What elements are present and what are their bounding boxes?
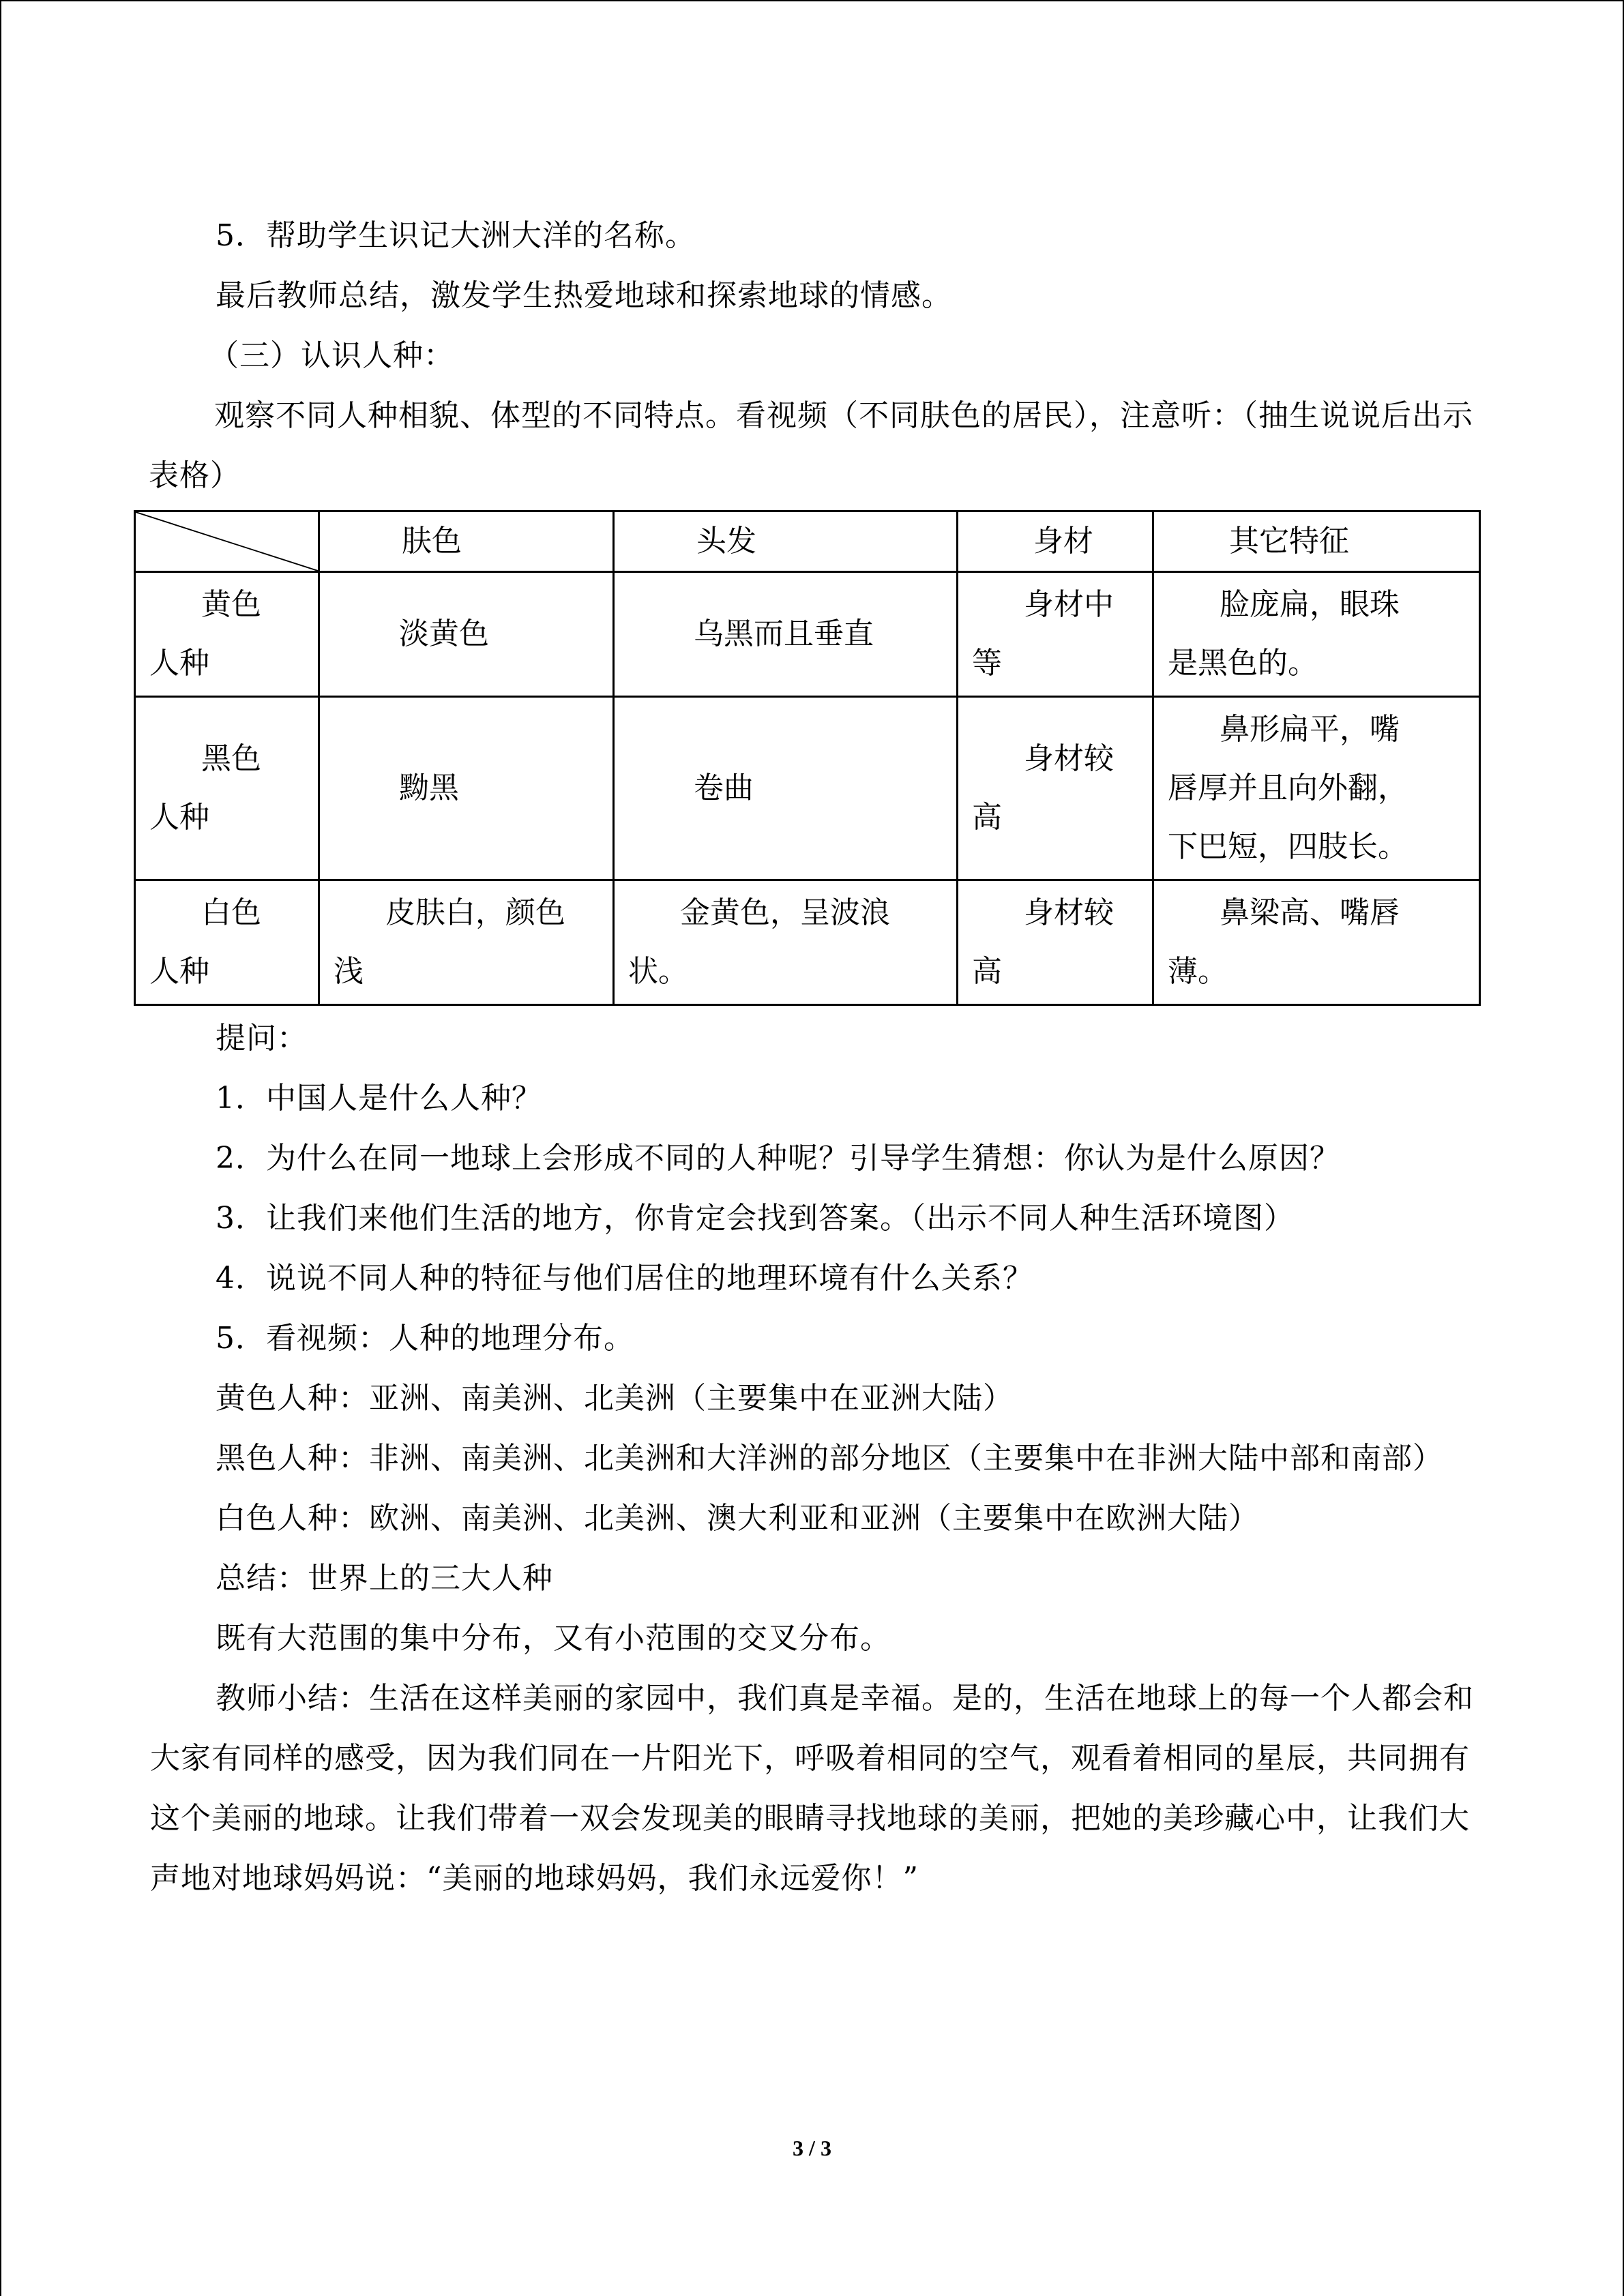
observe-paragraph: 观察不同人种相貌、体型的不同特点。看视频（不同肤色的居民），注意听：（抽生说说后出示表格） — [149, 398, 1473, 493]
hair-line-1: 金黄色，呈波浪 — [680, 895, 890, 930]
document-body — [150, 206, 1483, 1909]
diagonal-line — [136, 512, 318, 571]
table-header-row — [135, 511, 1480, 572]
race-line-1: 黑色 — [201, 741, 261, 776]
teacher-summary: 教师小结：生活在这样美丽的家园中，我们真是幸福。是的，生活在地球上的每一个人都会和大家有同样的感受，因为我们同在一片阳光下，呼吸着相同的空气，观看着相同的星辰，共同拥有这个美丽的地球。让我们带着一双会发现美的眼睛寻找地球的美丽，把她的美珍藏心中，让我们大声地对地球妈妈说：“美丽的地球妈妈，我们永远爱你！” — [150, 1681, 1474, 1896]
questions-label: 提问： — [216, 1021, 308, 1056]
header-skin: 肤色 — [319, 511, 614, 572]
hair-cell — [614, 880, 958, 1005]
header-build: 身材 — [958, 511, 1153, 572]
build-line-1: 身材较 — [1024, 895, 1114, 930]
skin-line-1: 皮肤白，颜色 — [385, 895, 565, 930]
other-line-2: 是黑色的。 — [1168, 646, 1318, 681]
table-row — [135, 880, 1480, 1005]
other-line-1: 脸庞扁，眼珠 — [1220, 587, 1400, 622]
other-line-2: 唇厚并且向外翻， — [1168, 771, 1408, 805]
intro-line-2: 最后教师总结，激发学生热爱地球和探索地球的情感。 — [216, 278, 952, 313]
other-cell — [1153, 880, 1480, 1005]
build-line-2: 等 — [972, 646, 1002, 681]
header-other: 其它特征 — [1153, 511, 1480, 572]
table-row — [135, 697, 1480, 880]
table-row — [135, 572, 1480, 697]
race-cell — [135, 572, 319, 697]
race-line-1: 白色 — [201, 895, 261, 930]
other-line-2: 薄。 — [1168, 954, 1228, 989]
build-cell — [958, 697, 1153, 880]
question-1: 1．中国人是什么人种？ — [216, 1081, 542, 1116]
other-line-1: 鼻形扁平，嘴 — [1220, 712, 1400, 747]
hair-cell: 乌黑而且垂直 — [614, 572, 958, 697]
section-heading: （三）认识人种： — [209, 338, 454, 373]
build-cell — [958, 880, 1153, 1005]
question-5: 5．看视频：人种的地理分布。 — [216, 1321, 634, 1356]
hair-cell: 卷曲 — [614, 697, 958, 880]
header-hair: 头发 — [614, 511, 958, 572]
other-cell — [1153, 697, 1480, 880]
build-line-2: 高 — [972, 954, 1002, 989]
race-line-2: 人种 — [149, 800, 209, 835]
build-line-1: 身材较 — [1024, 741, 1114, 776]
other-line-1: 鼻梁高、嘴唇 — [1220, 895, 1400, 930]
question-2: 2．为什么在同一地球上会形成不同的人种呢？引导学生猜想：你认为是什么原因？ — [216, 1141, 1340, 1176]
question-4: 4．说说不同人种的特征与他们居住的地理环境有什么关系？ — [216, 1261, 1033, 1296]
race-table — [134, 510, 1481, 1006]
skin-cell: 淡黄色 — [319, 572, 614, 697]
build-line-1: 身材中 — [1024, 587, 1114, 622]
race-cell — [135, 697, 319, 880]
hair-line-2: 状。 — [628, 954, 688, 989]
distribution-black: 黑色人种：非洲、南美洲、北美洲和大洋洲的部分地区（主要集中在非洲大陆中部和南部） — [216, 1441, 1443, 1476]
diagonal-corner-cell — [135, 511, 319, 572]
race-line-2: 人种 — [149, 646, 209, 681]
other-line-3: 下巴短，四肢长。 — [1168, 829, 1408, 864]
summary-detail: 既有大范围的集中分布，又有小范围的交叉分布。 — [216, 1621, 891, 1656]
race-cell — [135, 880, 319, 1005]
skin-cell: 黝黑 — [319, 697, 614, 880]
race-line-2: 人种 — [149, 954, 209, 989]
distribution-yellow: 黄色人种：亚洲、南美洲、北美洲（主要集中在亚洲大陆） — [216, 1381, 1014, 1416]
page-number: 3 / 3 — [793, 2136, 831, 2160]
question-3: 3．让我们来他们生活的地方，你肯定会找到答案。（出示不同人种生活环境图） — [216, 1201, 1295, 1236]
build-cell — [958, 572, 1153, 697]
summary-title: 总结：世界上的三大人种 — [216, 1561, 553, 1596]
intro-line-1: 5．帮助学生识记大洲大洋的名称。 — [216, 218, 696, 253]
other-cell — [1153, 572, 1480, 697]
distribution-white: 白色人种：欧洲、南美洲、北美洲、澳大利亚和亚洲（主要集中在欧洲大陆） — [216, 1501, 1259, 1536]
skin-line-2: 浅 — [334, 954, 364, 989]
skin-cell — [319, 880, 614, 1005]
build-line-2: 高 — [972, 800, 1002, 835]
race-line-1: 黄色 — [201, 587, 261, 622]
